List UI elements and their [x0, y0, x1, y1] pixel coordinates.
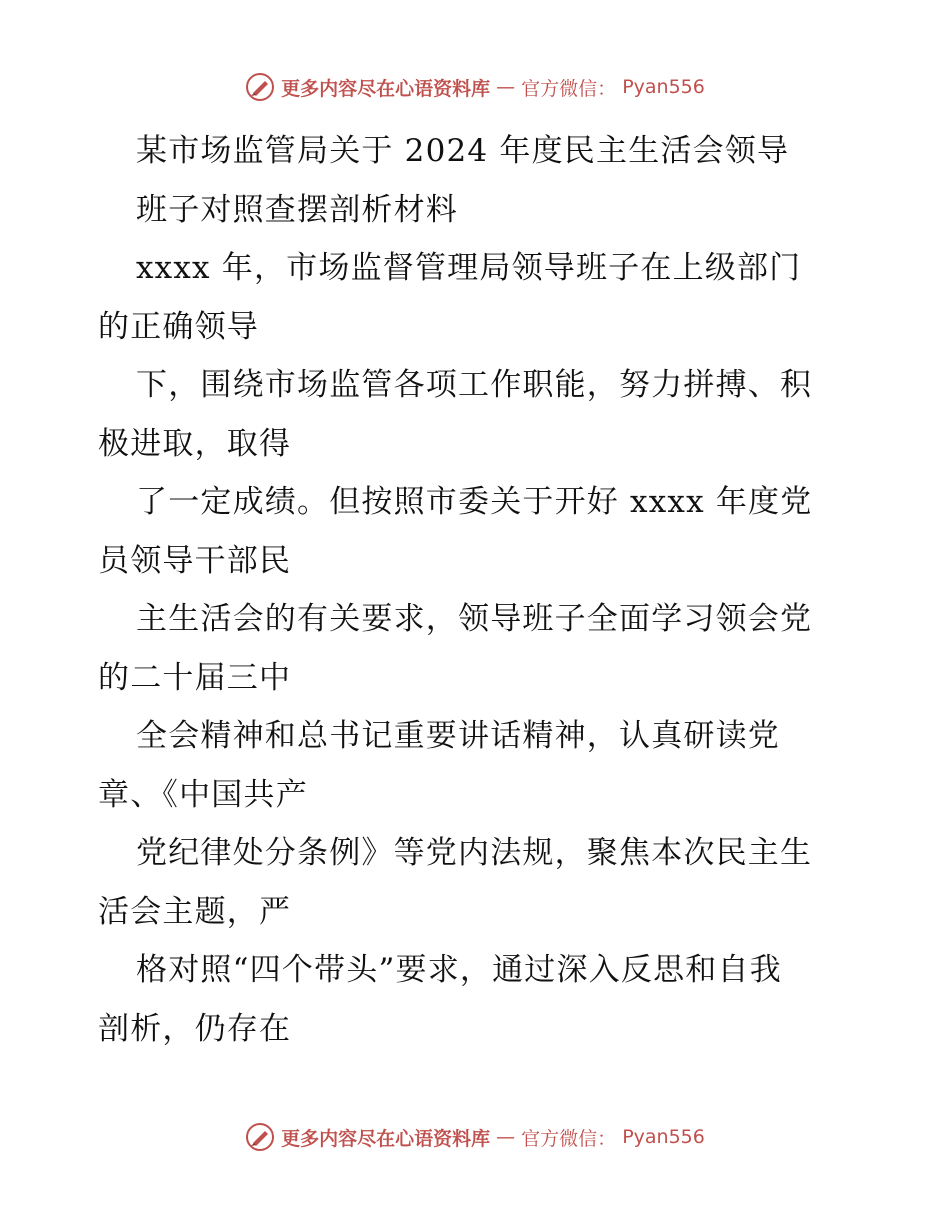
watermark-site-text: 更多内容尽在心语资料库	[281, 77, 491, 100]
brush-logo-icon	[245, 1122, 275, 1152]
watermark-wechat-id: Pyan556	[622, 1126, 705, 1148]
document-line: 党纪律处分条例》等党内法规，聚焦本次民主生	[136, 835, 813, 871]
document-line: 主生活会的有关要求，领导班子全面学习领会党	[136, 601, 813, 637]
document-line: 下，围绕市场监管各项工作职能，努力拼搏、积	[136, 367, 813, 403]
watermark-site-text: 更多内容尽在心语资料库	[281, 1127, 491, 1150]
document-line: 的二十届三中	[98, 659, 292, 696]
brush-logo-icon	[245, 72, 275, 102]
document-line: 格对照“四个带头”要求，通过深入反思和自我	[136, 952, 782, 988]
document-line: 了一定成绩。但按照市委关于开好 xxxx 年度党	[136, 484, 813, 520]
watermark-wechat-id: Pyan556	[622, 76, 705, 98]
watermark-dash: —	[496, 1126, 516, 1148]
document-line: 班子对照查摆剖析材料	[136, 191, 458, 228]
document-line: 章、《中国共产	[98, 776, 308, 813]
watermark-contact-text: 官方微信：	[521, 77, 617, 100]
document-line: xxxx 年，市场监督管理局领导班子在上级部门	[136, 250, 802, 286]
document-line: 剖析，仍存在	[98, 1010, 292, 1047]
document-line: 全会精神和总书记重要讲话精神，认真研读党	[136, 718, 780, 754]
document-line: 活会主题，严	[98, 893, 292, 930]
document-line: 极进取，取得	[98, 425, 292, 462]
document-line: 某市场监管局关于 2024 年度民主生活会领导	[136, 133, 790, 169]
header-watermark	[0, 72, 950, 102]
document-line: 员领导干部民	[98, 542, 292, 579]
document-body	[98, 122, 858, 1058]
footer-watermark	[0, 1122, 950, 1152]
watermark-contact-text: 官方微信：	[521, 1127, 617, 1150]
watermark-dash: —	[496, 76, 516, 98]
document-line: 的正确领导	[98, 308, 259, 345]
